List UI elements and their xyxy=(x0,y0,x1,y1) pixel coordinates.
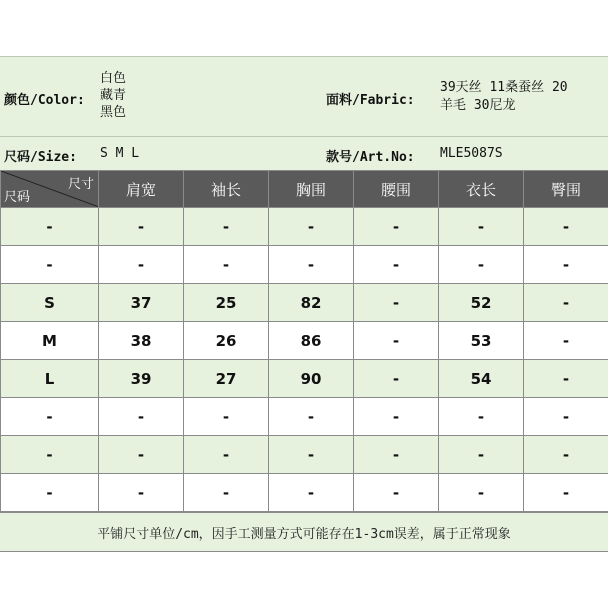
measurement-cell: - xyxy=(99,398,184,436)
measurement-cell: 52 xyxy=(439,284,524,322)
size-cell: M xyxy=(1,322,99,360)
table-row xyxy=(1,284,608,322)
size-cell: - xyxy=(1,474,99,512)
fabric-value-line1: 39天丝 11桑蚕丝 20 xyxy=(440,80,568,95)
measurement-cell: - xyxy=(354,474,439,512)
measurement-cell: - xyxy=(354,398,439,436)
size-label: 尺码/Size: xyxy=(4,150,77,165)
measurement-cell: - xyxy=(524,398,608,436)
measurement-cell: 27 xyxy=(184,360,269,398)
corner-top-label: 尺寸 xyxy=(67,177,94,192)
fabric-label: 面料/Fabric: xyxy=(326,93,415,108)
product-info-section xyxy=(0,56,608,137)
size-cell: - xyxy=(1,246,99,284)
measurement-cell: 37 xyxy=(99,284,184,322)
table-row xyxy=(1,208,608,246)
size-chart xyxy=(0,56,608,552)
measurement-cell: - xyxy=(354,360,439,398)
measurement-cell: - xyxy=(524,208,608,246)
table-row xyxy=(1,360,608,398)
measurement-cell: - xyxy=(439,436,524,474)
header-hip: 臀围 xyxy=(524,171,608,208)
measurement-cell: 38 xyxy=(99,322,184,360)
measurement-cell: - xyxy=(99,474,184,512)
measurement-cell: - xyxy=(524,322,608,360)
header-chest: 胸围 xyxy=(269,171,354,208)
measurement-note: 平铺尺寸单位/cm，因手工测量方式可能存在1-3cm误差，属于正常现象 xyxy=(0,512,608,552)
measurement-cell: - xyxy=(524,360,608,398)
measurement-cell: - xyxy=(354,246,439,284)
measurement-cell: - xyxy=(524,436,608,474)
measurement-cell: - xyxy=(269,246,354,284)
table-row xyxy=(1,436,608,474)
measurement-cell: - xyxy=(439,474,524,512)
table-row xyxy=(1,474,608,512)
corner-bottom-label: 尺码 xyxy=(4,190,31,205)
table-row xyxy=(1,246,608,284)
measurement-cell: 39 xyxy=(99,360,184,398)
size-cell: - xyxy=(1,398,99,436)
measurement-cell: 86 xyxy=(269,322,354,360)
corner-header xyxy=(1,171,99,208)
measurement-cell: - xyxy=(269,474,354,512)
measurement-cell: - xyxy=(524,474,608,512)
measurement-cell: - xyxy=(269,398,354,436)
header-length: 衣长 xyxy=(439,171,524,208)
measurement-cell: - xyxy=(524,284,608,322)
measurement-cell: 25 xyxy=(184,284,269,322)
measurement-cell: - xyxy=(269,436,354,474)
measurement-cell: - xyxy=(99,208,184,246)
measurement-cell: 90 xyxy=(269,360,354,398)
measurement-cell: - xyxy=(439,208,524,246)
size-cell: - xyxy=(1,208,99,246)
measurement-cell: - xyxy=(184,246,269,284)
measurement-cell: - xyxy=(439,246,524,284)
measurement-cell: - xyxy=(269,208,354,246)
fabric-value-line2: 羊毛 30尼龙 xyxy=(440,98,516,113)
measurement-cell: - xyxy=(354,322,439,360)
art-no-value: MLE5087S xyxy=(440,146,503,161)
size-values: S M L xyxy=(100,146,140,161)
color-value-3: 黑色 xyxy=(100,105,127,120)
table-row xyxy=(1,398,608,436)
measurement-cell: - xyxy=(184,398,269,436)
measurement-cell: - xyxy=(354,436,439,474)
table-header-row xyxy=(1,171,608,208)
measurement-cell: 82 xyxy=(269,284,354,322)
size-cell: - xyxy=(1,436,99,474)
measurement-cell: - xyxy=(184,208,269,246)
size-info-section xyxy=(0,136,608,172)
measurement-cell: 53 xyxy=(439,322,524,360)
header-sleeve: 袖长 xyxy=(184,171,269,208)
header-waist: 腰围 xyxy=(354,171,439,208)
size-table xyxy=(0,170,608,512)
measurement-cell: 26 xyxy=(184,322,269,360)
measurement-cell: - xyxy=(99,436,184,474)
measurement-cell: - xyxy=(184,436,269,474)
table-row xyxy=(1,322,608,360)
color-value-1: 白色 xyxy=(100,71,127,86)
measurement-cell: - xyxy=(439,398,524,436)
measurement-cell: - xyxy=(354,284,439,322)
color-value-2: 藏青 xyxy=(100,88,127,103)
size-cell: S xyxy=(1,284,99,322)
art-no-label: 款号/Art.No: xyxy=(326,150,415,165)
header-shoulder: 肩宽 xyxy=(99,171,184,208)
measurement-cell: - xyxy=(524,246,608,284)
size-cell: L xyxy=(1,360,99,398)
measurement-cell: - xyxy=(99,246,184,284)
measurement-cell: - xyxy=(184,474,269,512)
measurement-cell: 54 xyxy=(439,360,524,398)
measurement-cell: - xyxy=(354,208,439,246)
color-label: 颜色/Color: xyxy=(4,93,85,108)
